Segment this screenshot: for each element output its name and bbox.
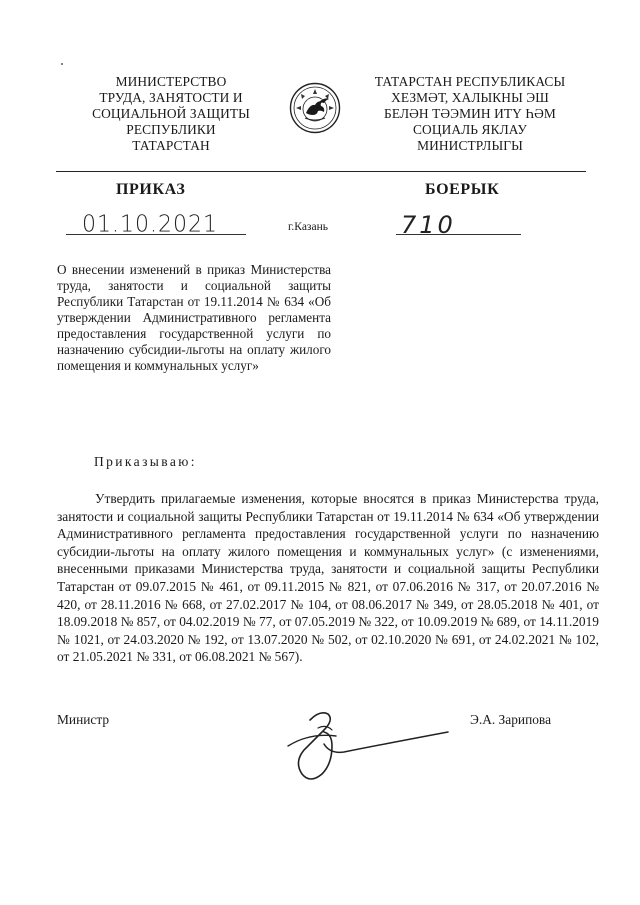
header-divider xyxy=(56,171,586,172)
ministry-name-russian xyxy=(56,74,286,154)
ministry-name-line: БЕЛӘН ТӘЭМИН ИТҮ ҺӘМ xyxy=(384,106,556,121)
ministry-name-line: МИНИСТРЛЫГЫ xyxy=(417,138,523,153)
order-title-russian: ПРИКАЗ xyxy=(116,181,186,198)
order-number: 710 xyxy=(401,211,456,239)
ministry-name-line: СОЦИАЛЬНОЙ ЗАЩИТЫ xyxy=(92,106,250,121)
city-label: г.Казань xyxy=(288,221,328,233)
ministry-name-line: МИНИСТЕРСТВО xyxy=(115,74,227,89)
ministry-name-line: ТАТАРСТАН xyxy=(132,138,210,153)
ministry-name-line: ХЕЗМӘТ, ХАЛЫКНЫ ЭШ xyxy=(391,90,549,105)
preamble: Приказываю: xyxy=(94,454,197,469)
order-date: 01.10.2021 xyxy=(82,211,218,238)
order-subject: О внесении изменений в приказ Министерства труда, занятости и социальной защиты Республики Татарстан от 19.11.2014 № 634 «Об утверждении Административного регламента предоставления государственной услуги по назначению субсидии-льготы на оплату жилого помещения и коммунальных услуг» xyxy=(57,262,331,373)
ministry-name-line: СОЦИАЛЬ ЯКЛАУ xyxy=(413,122,527,137)
order-body: Утвердить прилагаемые изменения, которые вносятся в приказ Министерства труда, занятости и социальной защиты Республики Татарстан от 19.11.2014 № 634 «Об утверждении Административного регламента предоставления государственной услуги по назначению субсидии-льготы на оплату жилого помещения и коммунальных услуг» (с изменениями, внесенными приказами Министерства труда, занятости и социальной защиты Республики Татарстан от 09.07.2015 № 461, от 09.11.2015 № 821, от 07.06.2016 № 317, от 20.07.2016 № 420, от 28.11.2016 № 668, от 27.02.2017 № 104, от 08.06.2017 № 349, от 28.05.2018 № 401, от 18.09.2018 № 857, от 04.02.2019 № 77, от 07.05.2019 № 322, от 10.09.2019 № 689, от 14.11.2019 № 1021, от 24.03.2020 № 192, от 13.07.2020 № 502, от 02.10.2020 № 691, от 24.02.2021 № 102, от 21.05.2021 № 331, от 06.08.2021 № 567). xyxy=(57,491,599,665)
ministry-name-line: ТРУДА, ЗАНЯТОСТИ И xyxy=(99,90,243,105)
tatarstan-emblem-icon xyxy=(289,82,341,134)
ministry-name-line: ТАТАРСТАН РЕСПУБЛИКАСЫ xyxy=(374,74,566,89)
handwritten-signature-icon xyxy=(262,700,450,790)
ministry-name-line: РЕСПУБЛИКИ xyxy=(126,122,216,137)
signatory-title: Министр xyxy=(57,712,110,727)
scan-mark xyxy=(60,62,64,66)
ministry-name-tatar xyxy=(350,74,590,154)
number-underline xyxy=(396,234,521,235)
order-title-tatar: БОЕРЫК xyxy=(425,181,500,198)
date-underline xyxy=(66,234,246,235)
signatory-name: Э.А. Зарипова xyxy=(470,712,552,727)
